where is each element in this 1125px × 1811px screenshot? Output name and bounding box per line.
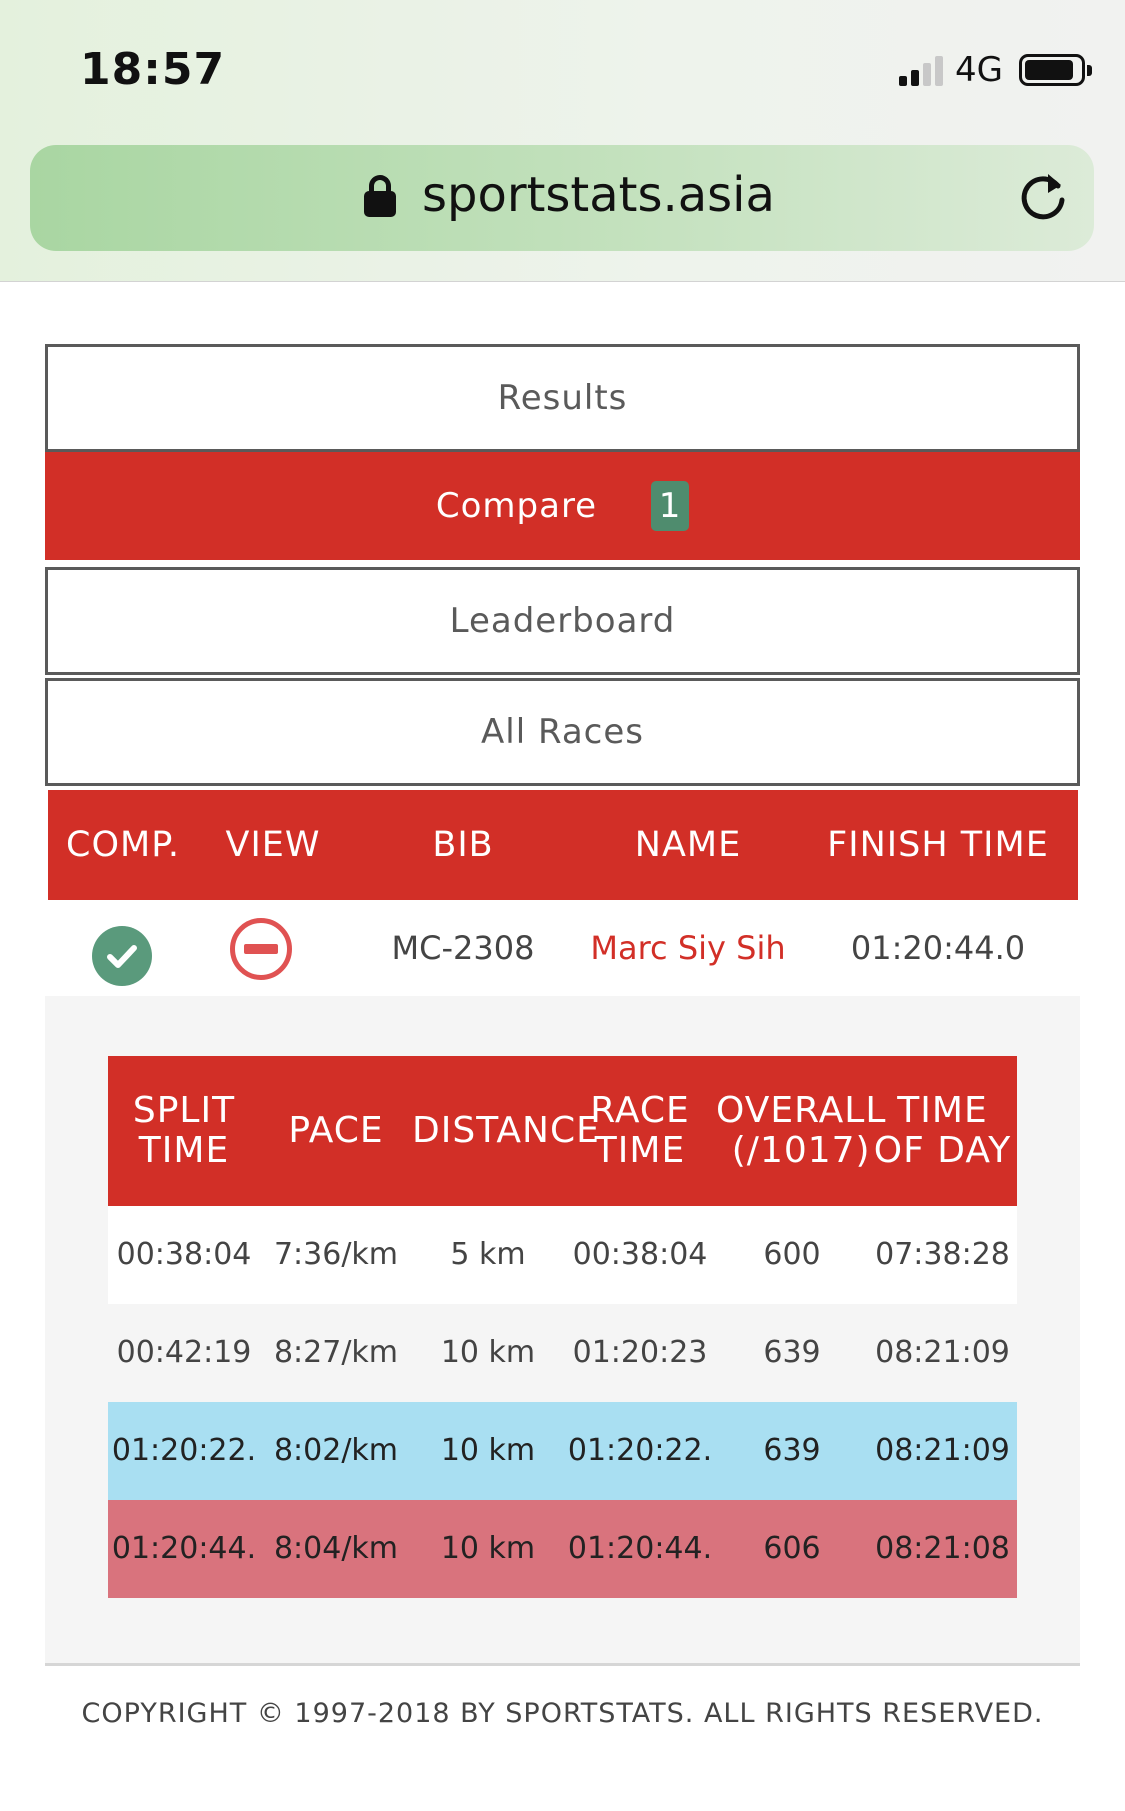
time-of-day-cell: 08:21:09	[875, 1335, 1010, 1370]
result-row	[48, 900, 1078, 996]
nav-all-races-label: All Races	[481, 712, 644, 752]
url-text[interactable]: sportstats.asia	[422, 167, 775, 223]
split-time-cell: 00:38:04	[116, 1237, 252, 1272]
nav-results-label: Results	[497, 378, 628, 418]
copyright-footer: COPYRIGHT © 1997-2018 BY SPORTSTATS. ALL RIGHTS RESERVED.	[81, 1698, 1044, 1729]
header-comp: COMP.	[66, 825, 180, 865]
header-pace: PACE	[288, 1110, 384, 1151]
split-time-cell: 01:20:22.	[111, 1433, 257, 1468]
split-row	[108, 1304, 1017, 1402]
race-time-cell: 00:38:04	[572, 1237, 708, 1272]
nav-compare-label: Compare	[435, 486, 598, 526]
nav-all-races[interactable]	[45, 678, 1080, 786]
address-bar[interactable]	[30, 145, 1094, 251]
nav-results[interactable]	[45, 344, 1080, 452]
overall-cell: 639	[763, 1433, 821, 1468]
distance-cell: 10 km	[440, 1433, 536, 1468]
header-finish-time: FINISH TIME	[827, 825, 1049, 865]
header-view: VIEW	[225, 825, 321, 865]
time-of-day-cell: 08:21:09	[875, 1433, 1010, 1468]
lock-icon	[364, 175, 396, 217]
split-table	[108, 1056, 1017, 1598]
network-type: 4G	[955, 50, 1003, 90]
split-row	[108, 1402, 1017, 1500]
header-overall: OVERALL (/1017)	[716, 1090, 887, 1171]
nav-leaderboard-label: Leaderboard	[449, 601, 676, 641]
pace-cell: 8:04/km	[273, 1531, 399, 1566]
split-table-header	[108, 1056, 1017, 1206]
split-time-cell: 01:20:44.	[111, 1531, 257, 1566]
time-of-day-cell: 08:21:08	[875, 1531, 1010, 1566]
split-row	[108, 1500, 1017, 1598]
result-bib: MC-2308	[391, 929, 535, 967]
race-time-cell: 01:20:22.	[567, 1433, 713, 1468]
nav-compare[interactable]	[45, 452, 1080, 560]
header-race-time: RACE TIME	[590, 1090, 690, 1171]
split-row	[108, 1206, 1017, 1304]
compare-count-badge: 1	[651, 481, 689, 531]
time-of-day-cell: 07:38:28	[875, 1237, 1010, 1272]
nav-leaderboard[interactable]	[45, 567, 1080, 675]
distance-cell: 10 km	[440, 1335, 536, 1370]
status-time: 18:57	[80, 44, 226, 95]
overall-cell: 606	[763, 1531, 821, 1566]
result-name-link[interactable]: Marc Siy Sih	[590, 929, 786, 967]
distance-cell: 10 km	[440, 1531, 536, 1566]
status-indicators	[899, 50, 1085, 90]
browser-chrome	[0, 0, 1125, 282]
compare-check-icon[interactable]	[92, 926, 152, 986]
overall-cell: 639	[763, 1335, 821, 1370]
cellular-signal-icon	[899, 54, 943, 86]
pace-cell: 8:27/km	[273, 1335, 399, 1370]
race-time-cell: 01:20:23	[572, 1335, 708, 1370]
distance-cell: 5 km	[450, 1237, 526, 1272]
battery-icon	[1019, 54, 1085, 86]
overall-cell: 600	[763, 1237, 821, 1272]
header-name: NAME	[634, 825, 742, 865]
header-bib: BIB	[432, 825, 494, 865]
result-finish-time: 01:20:44.0	[850, 929, 1026, 967]
reload-icon[interactable]	[1014, 169, 1072, 227]
header-time-of-day: TIME OF DAY	[873, 1090, 1012, 1171]
pace-cell: 7:36/km	[273, 1237, 399, 1272]
header-distance: DISTANCE	[412, 1110, 600, 1151]
remove-minus-icon[interactable]	[230, 918, 292, 980]
pace-cell: 8:02/km	[273, 1433, 399, 1468]
results-table-header	[48, 790, 1078, 900]
split-time-cell: 00:42:19	[116, 1335, 252, 1370]
race-time-cell: 01:20:44.	[567, 1531, 713, 1566]
header-split-time: SPLIT TIME	[132, 1090, 236, 1171]
